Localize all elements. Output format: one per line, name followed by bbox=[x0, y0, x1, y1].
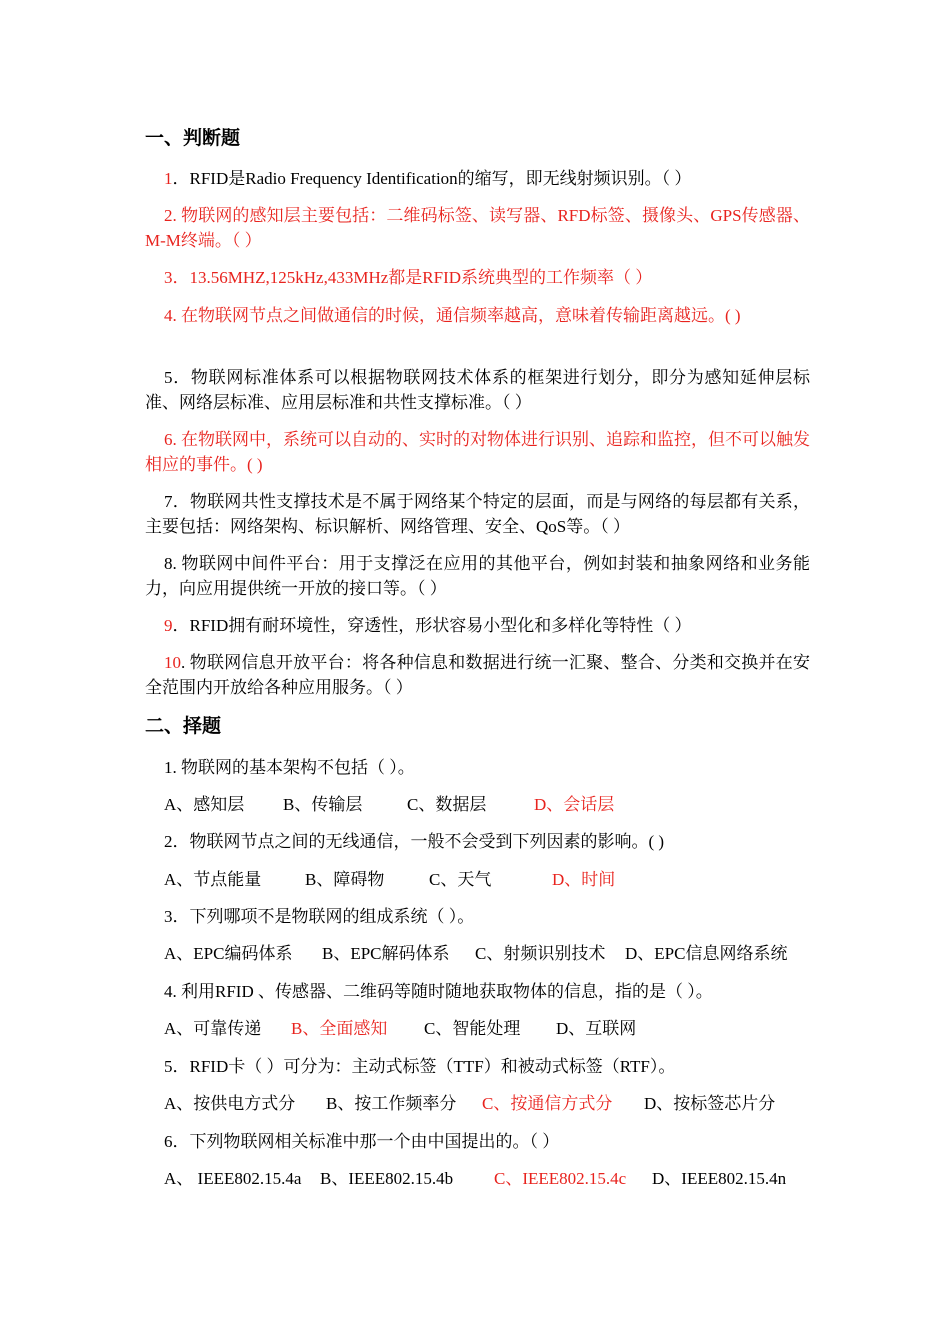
mc-question-4-option-a: A、可靠传递 bbox=[164, 1019, 262, 1038]
tf-question-8: 8. 物联网中间件平台：用于支撑泛在应用的其他平台，例如封装和抽象网络和业务能力，向应用提供统一开放的接口等。（ ） bbox=[145, 554, 810, 598]
mc-question-2-option-b: B、障碍物 bbox=[305, 870, 385, 889]
tf-question-10-text: . 物联网信息开放平台：将各种信息和数据进行统一汇聚、整合、分类和交换并在安全范围内开放给各种应用服务。（ ） bbox=[145, 653, 810, 697]
mc-question-4-stem: 4. 利用RFID 、传感器、二维码等随时随地获取物体的信息，指的是（ ）。 bbox=[164, 982, 713, 1001]
mc-question-6-options bbox=[164, 1166, 786, 1191]
mc-question-4-option-c: C、智能处理 bbox=[424, 1019, 521, 1038]
mc-question-6-option-d: D、IEEE802.15.4n bbox=[652, 1169, 787, 1188]
mc-question-2-option-c: C、天气 bbox=[429, 870, 492, 889]
mc-question-3-stem: 3．下列哪项不是物联网的组成系统（ ）。 bbox=[164, 907, 475, 926]
mc-question-1-stem: 1. 物联网的基本架构不包括（ ）。 bbox=[164, 758, 415, 777]
mc-question-1-option-a: A、感知层 bbox=[164, 795, 245, 814]
tf-question-1-number: 1 bbox=[164, 169, 173, 188]
tf-question-5: 5．物联网标准体系可以根据物联网技术体系的框架进行划分，即分为感知延伸层标准、网络层标准、应用层标准和共性支撑标准。（ ） bbox=[145, 368, 810, 412]
mc-question-1-option-b: B、传输层 bbox=[283, 795, 363, 814]
tf-question-2: 2. 物联网的感知层主要包括：二维码标签、读写器、RFD标签、摄像头、GPS传感器、 M-M终端。（ ） bbox=[145, 206, 810, 250]
tf-question-6: 6. 在物联网中，系统可以自动的、实时的对物体进行识别、追踪和监控，但不可以触发相应的事件。( ) bbox=[145, 430, 810, 474]
tf-question-7: 7．物联网共性支撑技术是不属于网络某个特定的层面，而是与网络的每层都有关系，主要包括：网络架构、标识解析、网络管理、安全、QoS等。（ ） bbox=[145, 492, 810, 536]
mc-question-5-option-c: C、按通信方式分 bbox=[482, 1094, 613, 1113]
tf-question-1-text: ．RFID是Radio Frequency Identification的缩写，即无线射频识别。（ ） bbox=[172, 169, 692, 188]
section-heading-multiple-choice: 二、择题 bbox=[145, 715, 222, 737]
tf-question-9-number: 9 bbox=[164, 616, 173, 635]
mc-question-6-option-a: A、 IEEE802.15.4a bbox=[164, 1169, 302, 1188]
mc-question-3-options bbox=[164, 941, 787, 966]
mc-question-3-option-b: B、EPC解码体系 bbox=[322, 944, 450, 963]
mc-question-5-option-b: B、按工作频率分 bbox=[326, 1094, 457, 1113]
mc-question-2-option-a: A、节点能量 bbox=[164, 870, 262, 889]
mc-question-2-option-d: D、时间 bbox=[552, 870, 616, 889]
mc-question-3-option-c: C、射频识别技术 bbox=[475, 944, 606, 963]
mc-question-5-options bbox=[164, 1091, 775, 1116]
mc-question-5-stem: 5．RFID卡（ ）可分为：主动式标签（TTF）和被动式标签（RTF）。 bbox=[164, 1057, 676, 1076]
mc-question-4-option-b: B、全面感知 bbox=[291, 1019, 388, 1038]
tf-question-4: 4. 在物联网节点之间做通信的时候，通信频率越高，意味着传输距离越远。( ) bbox=[164, 306, 741, 325]
mc-question-1-option-d: D、会话层 bbox=[534, 795, 615, 814]
mc-question-4-option-d: D、互联网 bbox=[556, 1019, 637, 1038]
tf-question-9-text: ．RFID拥有耐环境性，穿透性，形状容易小型化和多样化等特性（ ） bbox=[172, 616, 692, 635]
mc-question-2-options bbox=[164, 867, 615, 892]
tf-question-3: 3．13.56MHZ,125kHz,433MHz都是RFID系统典型的工作频率（ ） bbox=[164, 268, 653, 287]
mc-question-6-stem: 6．下列物联网相关标准中那一个由中国提出的。（ ） bbox=[164, 1132, 560, 1151]
mc-question-2-stem: 2．物联网节点之间的无线通信，一般不会受到下列因素的影响。( ) bbox=[164, 832, 665, 851]
mc-question-1-option-c: C、数据层 bbox=[407, 795, 487, 814]
tf-question-10 bbox=[145, 650, 810, 700]
mc-question-6-option-b: B、IEEE802.15.4b bbox=[320, 1169, 454, 1188]
section-heading-true-false: 一、判断题 bbox=[145, 127, 241, 149]
tf-question-9 bbox=[145, 613, 810, 638]
mc-question-5-option-a: A、按供电方式分 bbox=[164, 1094, 296, 1113]
mc-question-1-options bbox=[164, 792, 614, 817]
mc-question-3-option-a: A、EPC编码体系 bbox=[164, 944, 293, 963]
mc-question-5-option-d: D、按标签芯片分 bbox=[644, 1094, 776, 1113]
tf-question-10-number: 10 bbox=[164, 653, 181, 672]
mc-question-6-option-c: C、IEEE802.15.4c bbox=[494, 1169, 627, 1188]
tf-question-1 bbox=[145, 166, 810, 191]
mc-question-3-option-d: D、EPC信息网络系统 bbox=[625, 944, 788, 963]
mc-question-4-options bbox=[164, 1016, 636, 1041]
